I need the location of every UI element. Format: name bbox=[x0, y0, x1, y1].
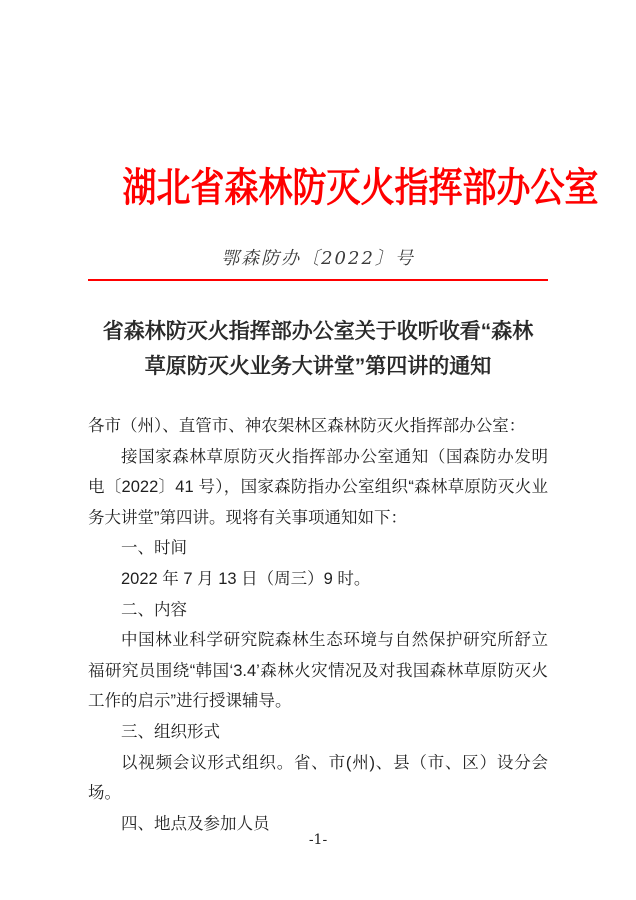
section-heading-content: 二、内容 bbox=[121, 600, 187, 619]
paragraph-intro: 接国家森林草原防灭火指挥部办公室通知（国森防办发明电〔2022〕41 号），国家森防指办公室组织“森林草原防灭火业务大讲堂”第四讲。现将有关事项通知如下： bbox=[88, 447, 548, 527]
notice-title-line-2: 草原防灭火业务大讲堂”第四讲的通知 bbox=[144, 355, 492, 378]
paragraph-format-detail: 以视频会议形式组织。省、市(州)、县（市、区）设分会场。 bbox=[88, 753, 548, 803]
section-heading-format: 三、组织形式 bbox=[121, 722, 220, 741]
letterhead-title: 湖北省森林防灭火指挥部办公室 bbox=[122, 166, 599, 210]
section-heading-location: 四、地点及参加人员 bbox=[121, 814, 270, 833]
page-number: -1- bbox=[308, 832, 328, 848]
section-heading-time: 一、时间 bbox=[121, 539, 187, 558]
paragraph-time-value: 2022 年 7 月 13 日（周三）9 时。 bbox=[121, 569, 371, 588]
paragraph-content-detail: 中国林业科学研究院森林生态环境与自然保护研究所舒立福研究员围绕“韩国‘3.4’森林火灾情况及对我国森林草原防灭火工作的启示”进行授课辅导。 bbox=[88, 631, 548, 711]
salutation-line: 各市（州）、直管市、神农架林区森林防灭火指挥部办公室： bbox=[88, 417, 526, 435]
red-divider-line bbox=[88, 279, 548, 281]
notice-title-line-1: 省森林防灭火指挥部办公室关于收听收看“森林 bbox=[102, 320, 534, 343]
document-number: 鄂森防办〔2022〕号 bbox=[221, 248, 415, 269]
notice-title bbox=[88, 314, 548, 384]
notice-body bbox=[88, 411, 548, 839]
